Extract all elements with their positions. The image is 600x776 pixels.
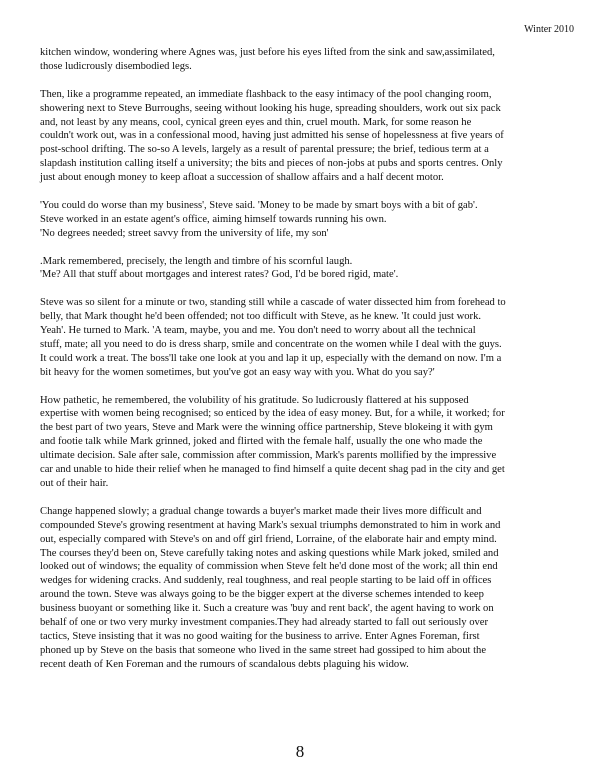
- text-line: How pathetic, he remembered, the volubility of his gratitude. So ludicrously flattered at his supposed: [40, 394, 469, 406]
- text-line: out, especially compared with Steve's on and off girl friend, Lorraine, of the elaborate hair and empty mind.: [40, 533, 497, 545]
- text-line: bit heavy for the women sometimes, but you've got an easy way with you. What do you say?': [40, 366, 435, 378]
- text-line: looked out of windows; the equality of commission when Steve felt he'd done most of the work; all thin end: [40, 561, 498, 573]
- text-line: Then, like a programme repeated, an immediate flashback to the easy intimacy of the pool changing room,: [40, 88, 492, 100]
- text-line: phoned up by Steve on the basis that someone who lived in the same street had gossiped to him about the: [40, 644, 487, 656]
- text-line: tactics, Steve insisting that it was no good waiting for the business to arrive. Enter Agnes Foreman, first: [40, 630, 480, 642]
- running-header: Winter 2010: [524, 24, 574, 35]
- text-line: Change happened slowly; a gradual change towards a buyer's market made their lives more difficult and: [40, 505, 482, 517]
- paragraph-3: [40, 199, 576, 241]
- text-line: ultimate decision. Sale after sale, commission after commission, Mark's parents mollified by the impressive: [40, 450, 497, 462]
- text-line: just about enough money to keep afloat a succession of shallow affairs and a half decent motor.: [40, 172, 444, 184]
- text-line: 'No degrees needed; street savvy from the university of life, my son': [40, 227, 329, 239]
- text-line: Steve was so silent for a minute or two, standing still while a cascade of water dissected him from forehead to: [40, 297, 506, 309]
- text-line: showering next to Steve Burroughs, seeing without looking his huge, spreading shoulders, work out six pack: [40, 102, 501, 114]
- page-number: 8: [295, 742, 305, 761]
- text-line: and, not least by any means, cool, cynical green eyes and thin, cruel mouth. Mark, for some reason he: [40, 116, 472, 128]
- text-line: post-school drifting. The so-so A levels, largely as a result of parental pressure; the brief, tedious term at a: [40, 144, 489, 156]
- text-line: compounded Steve's growing resentment at having Mark's sexual triumphs demonstrated to him in work and: [40, 519, 501, 531]
- text-line: business buoyant or something like it. Such a creature was 'buy and rent back', the agent having to work on: [40, 603, 494, 615]
- text-line: .Mark remembered, precisely, the length and timbre of his scornful laugh.: [40, 255, 353, 267]
- text-line: Yeah'. He turned to Mark. 'A team, maybe, you and me. You don't need to worry about all the technical: [40, 325, 476, 337]
- paragraph-1: [40, 46, 576, 74]
- text-line: wedges for widening cracks. And suddenly, real toughness, and real people starting to be laid off in offices: [40, 575, 492, 587]
- text-line: the best part of two years, Steve and Mark were the winning office partnership, Steve blokeing it with gym: [40, 422, 493, 434]
- text-line: expertise with women being recognised; so enticed by the idea of easy money. But, for a while, it worked; for: [40, 408, 505, 420]
- paragraph-2: [40, 88, 576, 185]
- text-line: 'Me? All that stuff about mortgages and interest rates? God, I'd be bored rigid, mate'.: [40, 269, 399, 281]
- text-line: The courses they'd been on, Steve carefully taking notes and asking questions while Mark joked, smiled and: [40, 547, 499, 559]
- text-line: slapdash institution calling itself a university; the bits and pieces of non-jobs at pubs and sports centres. Only: [40, 158, 503, 170]
- text-line: 'You could do worse than my business', Steve said. 'Money to be made by smart boys with a bit of gab'.: [40, 199, 478, 211]
- text-line: couldn't work out, was in a confessional mood, having just admitted his sense of hopelessness at five years of: [40, 130, 504, 142]
- text-line: Steve worked in an estate agent's office, aiming himself towards running his own.: [40, 213, 387, 225]
- text-line: It could work a treat. The boss'll take one look at you and lap it up, especially with the demand on now. I'm a: [40, 352, 502, 364]
- body-text: [40, 46, 576, 686]
- text-line: recent death of Ken Foreman and the rumours of scandalous debts plaguing his widow.: [40, 658, 409, 670]
- text-line: out of their hair.: [40, 478, 109, 490]
- paragraph-6: [40, 394, 576, 491]
- paragraph-4: [40, 255, 576, 283]
- text-line: stuff, mate; all you need to do is dress sharp, smile and concentrate on the women while I deal with the guys.: [40, 338, 502, 350]
- text-line: car and unable to hide their relief when he managed to find himself a quite decent shag pad in the city and get: [40, 464, 505, 476]
- text-line: and footie talk while Mark grinned, joked and flirted with the female half, usually the one who made the: [40, 436, 483, 448]
- text-line: those ludicrously disembodied legs.: [40, 60, 192, 72]
- text-line: around the town. Steve was always going to be the bigger expert at the diverse schemes intended to keep: [40, 589, 484, 601]
- text-line: belly, that Mark thought he'd been offended; not too difficult with Steve, as he knew. 'It could just work.: [40, 311, 482, 323]
- paragraph-7: [40, 505, 576, 672]
- text-line: behalf of one or two very murky investment companies.They had already started to fall out seriously over: [40, 617, 489, 629]
- paragraph-5: [40, 296, 576, 379]
- text-line: kitchen window, wondering where Agnes was, just before his eyes lifted from the sink and saw,assimilated,: [40, 47, 495, 58]
